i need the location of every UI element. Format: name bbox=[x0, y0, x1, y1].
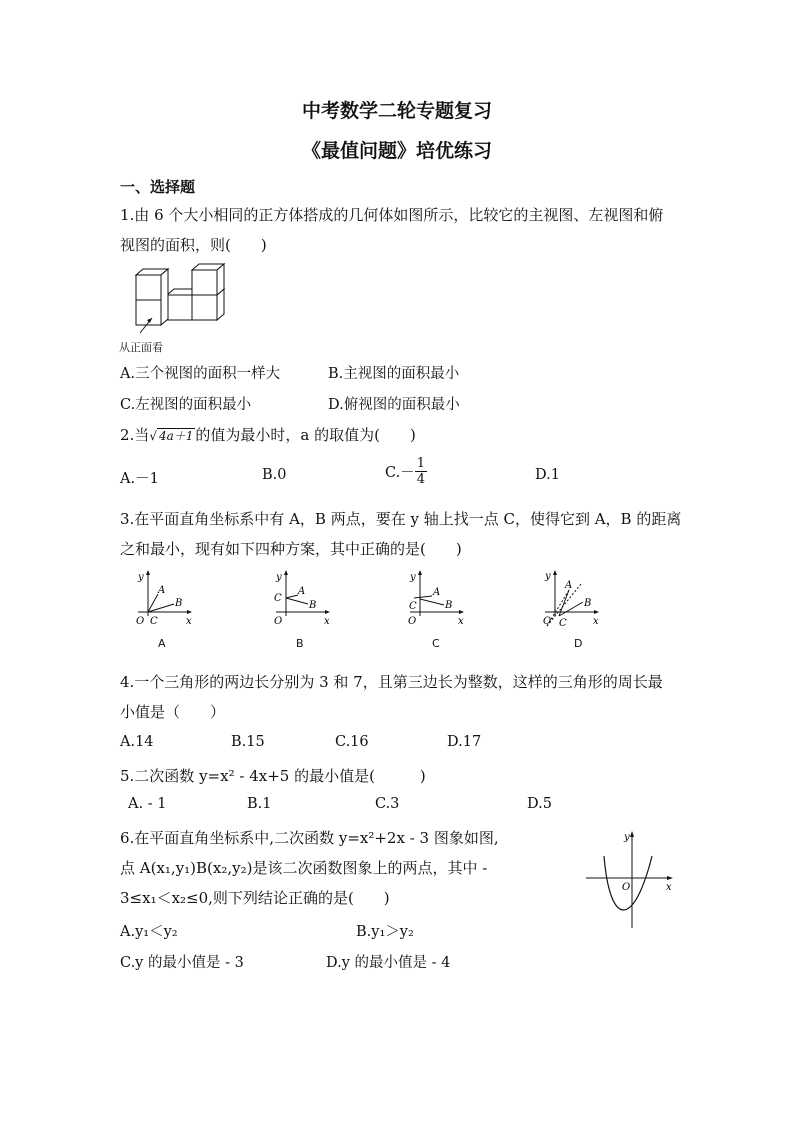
q2-option-c-prefix: C.－ bbox=[385, 465, 415, 481]
q3d-point-a: A bbox=[565, 580, 573, 591]
q3b-point-a: A bbox=[298, 586, 306, 597]
q6-stem-line1: 6.在平面直角坐标系中,二次函数 y=x²+2x - 3 图象如图, bbox=[120, 829, 499, 847]
q5-stem: 5.二次函数 y=x² - 4x+5 的最小值是( ) bbox=[120, 767, 426, 785]
q5-option-c: C.3 bbox=[375, 796, 400, 812]
page-subtitle: 《最值问题》培优练习 bbox=[301, 140, 492, 162]
q3c-axis-x: x bbox=[458, 616, 464, 627]
q3-label-b: B bbox=[296, 637, 304, 650]
q5-option-a: A. - 1 bbox=[128, 796, 167, 812]
q6-option-a: A.y₁＜y₂ bbox=[120, 924, 178, 940]
q3-graph-d bbox=[535, 566, 607, 632]
q3-label-c: C bbox=[432, 637, 440, 650]
q1-option-c: C.左视图的面积最小 bbox=[120, 397, 252, 413]
q3b-point-c: C bbox=[274, 593, 282, 604]
q4-option-d: D.17 bbox=[447, 734, 482, 750]
q3-label-a: A bbox=[158, 637, 166, 650]
q3-label-d: D bbox=[574, 637, 583, 650]
q2-stem bbox=[120, 424, 416, 445]
q4-stem-line1: 4.一个三角形的两边长分别为 3 和 7，且第三边长为整数，这样的三角形的周长最 bbox=[120, 673, 663, 691]
q3d-point-c: C bbox=[559, 618, 567, 629]
q1-stem-line1: 1.由 6 个大小相同的正方体搭成的几何体如图所示，比较它的主视图、左视图和俯 bbox=[120, 206, 664, 224]
q3-graph-c bbox=[400, 568, 472, 630]
q3b-axis-x: x bbox=[324, 616, 330, 627]
q4-stem-line2: 小值是（ ） bbox=[120, 703, 226, 721]
q4-option-b: B.15 bbox=[231, 734, 265, 750]
fraction-denominator: 4 bbox=[416, 472, 425, 487]
q6-axis-x: x bbox=[666, 882, 672, 893]
sqrt-radicand: 4a＋1 bbox=[158, 429, 194, 443]
q3a-axis-x: x bbox=[186, 616, 192, 627]
q3d-axis-y: y bbox=[545, 571, 551, 582]
q1-cube-figure bbox=[118, 262, 238, 340]
q3c-point-c: C bbox=[409, 601, 417, 612]
q2-option-b: B.0 bbox=[262, 467, 287, 483]
q2-stem-suffix: 的值为最小时，a 的取值为( ) bbox=[195, 426, 416, 444]
q2-option-a: A.－1 bbox=[120, 471, 159, 487]
q3b-origin: O bbox=[274, 616, 283, 627]
q3d-axis-x: x bbox=[593, 616, 599, 627]
q1-option-a: A.三个视图的面积一样大 bbox=[120, 366, 281, 382]
q6-option-c: C.y 的最小值是 - 3 bbox=[120, 955, 244, 971]
q6-option-b: B.y₁＞y₂ bbox=[356, 924, 414, 940]
q3-graph-a bbox=[128, 568, 200, 630]
q6-axis-y: y bbox=[624, 832, 630, 843]
q6-stem-line2: 点 A(x₁,y₁)B(x₂,y₂)是该二次函数图象上的两点，其中 - bbox=[120, 859, 488, 877]
q1-option-b: B.主视图的面积最小 bbox=[328, 366, 460, 382]
q5-option-d: D.5 bbox=[527, 796, 552, 812]
q6-option-d: D.y 的最小值是 - 4 bbox=[326, 955, 451, 971]
q3c-origin: O bbox=[408, 616, 417, 627]
q3-stem-line1: 3.在平面直角坐标系中有 A，B 两点，要在 y 轴上找一点 C，使得它到 A，B 的距离 bbox=[120, 510, 682, 528]
q2-stem-prefix: 2.当 bbox=[120, 426, 150, 444]
q3a-point-a: A bbox=[158, 585, 166, 596]
page-title: 中考数学二轮专题复习 bbox=[301, 100, 492, 122]
q3c-point-a: A bbox=[433, 587, 441, 598]
q1-stem-line2: 视图的面积，则( ) bbox=[120, 236, 267, 254]
q3a-origin: O bbox=[136, 616, 145, 627]
q3b-point-b: B bbox=[309, 600, 317, 611]
q4-option-a: A.14 bbox=[120, 734, 154, 750]
section-heading: 一、选择题 bbox=[120, 178, 196, 196]
q4-option-c: C.16 bbox=[335, 734, 369, 750]
q3d-origin: O bbox=[543, 616, 552, 627]
q1-figure-caption: 从正面看 bbox=[119, 341, 163, 354]
q6-parabola-graph bbox=[582, 828, 682, 932]
q6-stem-line3: 3≤x₁＜x₂≤0,则下列结论正确的是( ) bbox=[120, 889, 390, 907]
q3c-point-b: B bbox=[445, 600, 453, 611]
q3-stem-line2: 之和最小，现有如下四种方案，其中正确的是( ) bbox=[120, 540, 462, 558]
q2-option-d: D.1 bbox=[535, 467, 560, 483]
q1-option-d: D.俯视图的面积最小 bbox=[328, 397, 460, 413]
q3a-axis-y: y bbox=[138, 572, 144, 583]
fraction-numerator: 1 bbox=[416, 456, 425, 471]
q3-graph-b bbox=[266, 568, 338, 630]
fraction bbox=[415, 456, 427, 487]
q3a-point-b: B bbox=[175, 598, 183, 609]
q5-option-b: B.1 bbox=[247, 796, 272, 812]
q3d-point-b: B bbox=[584, 598, 592, 609]
q6-origin: O bbox=[622, 882, 631, 893]
q3c-axis-y: y bbox=[410, 572, 416, 583]
q2-option-c bbox=[385, 456, 427, 487]
sqrt-expression: √ 4a＋1 bbox=[149, 429, 194, 443]
q3a-point-c: C bbox=[150, 616, 158, 627]
q3b-axis-y: y bbox=[276, 572, 282, 583]
